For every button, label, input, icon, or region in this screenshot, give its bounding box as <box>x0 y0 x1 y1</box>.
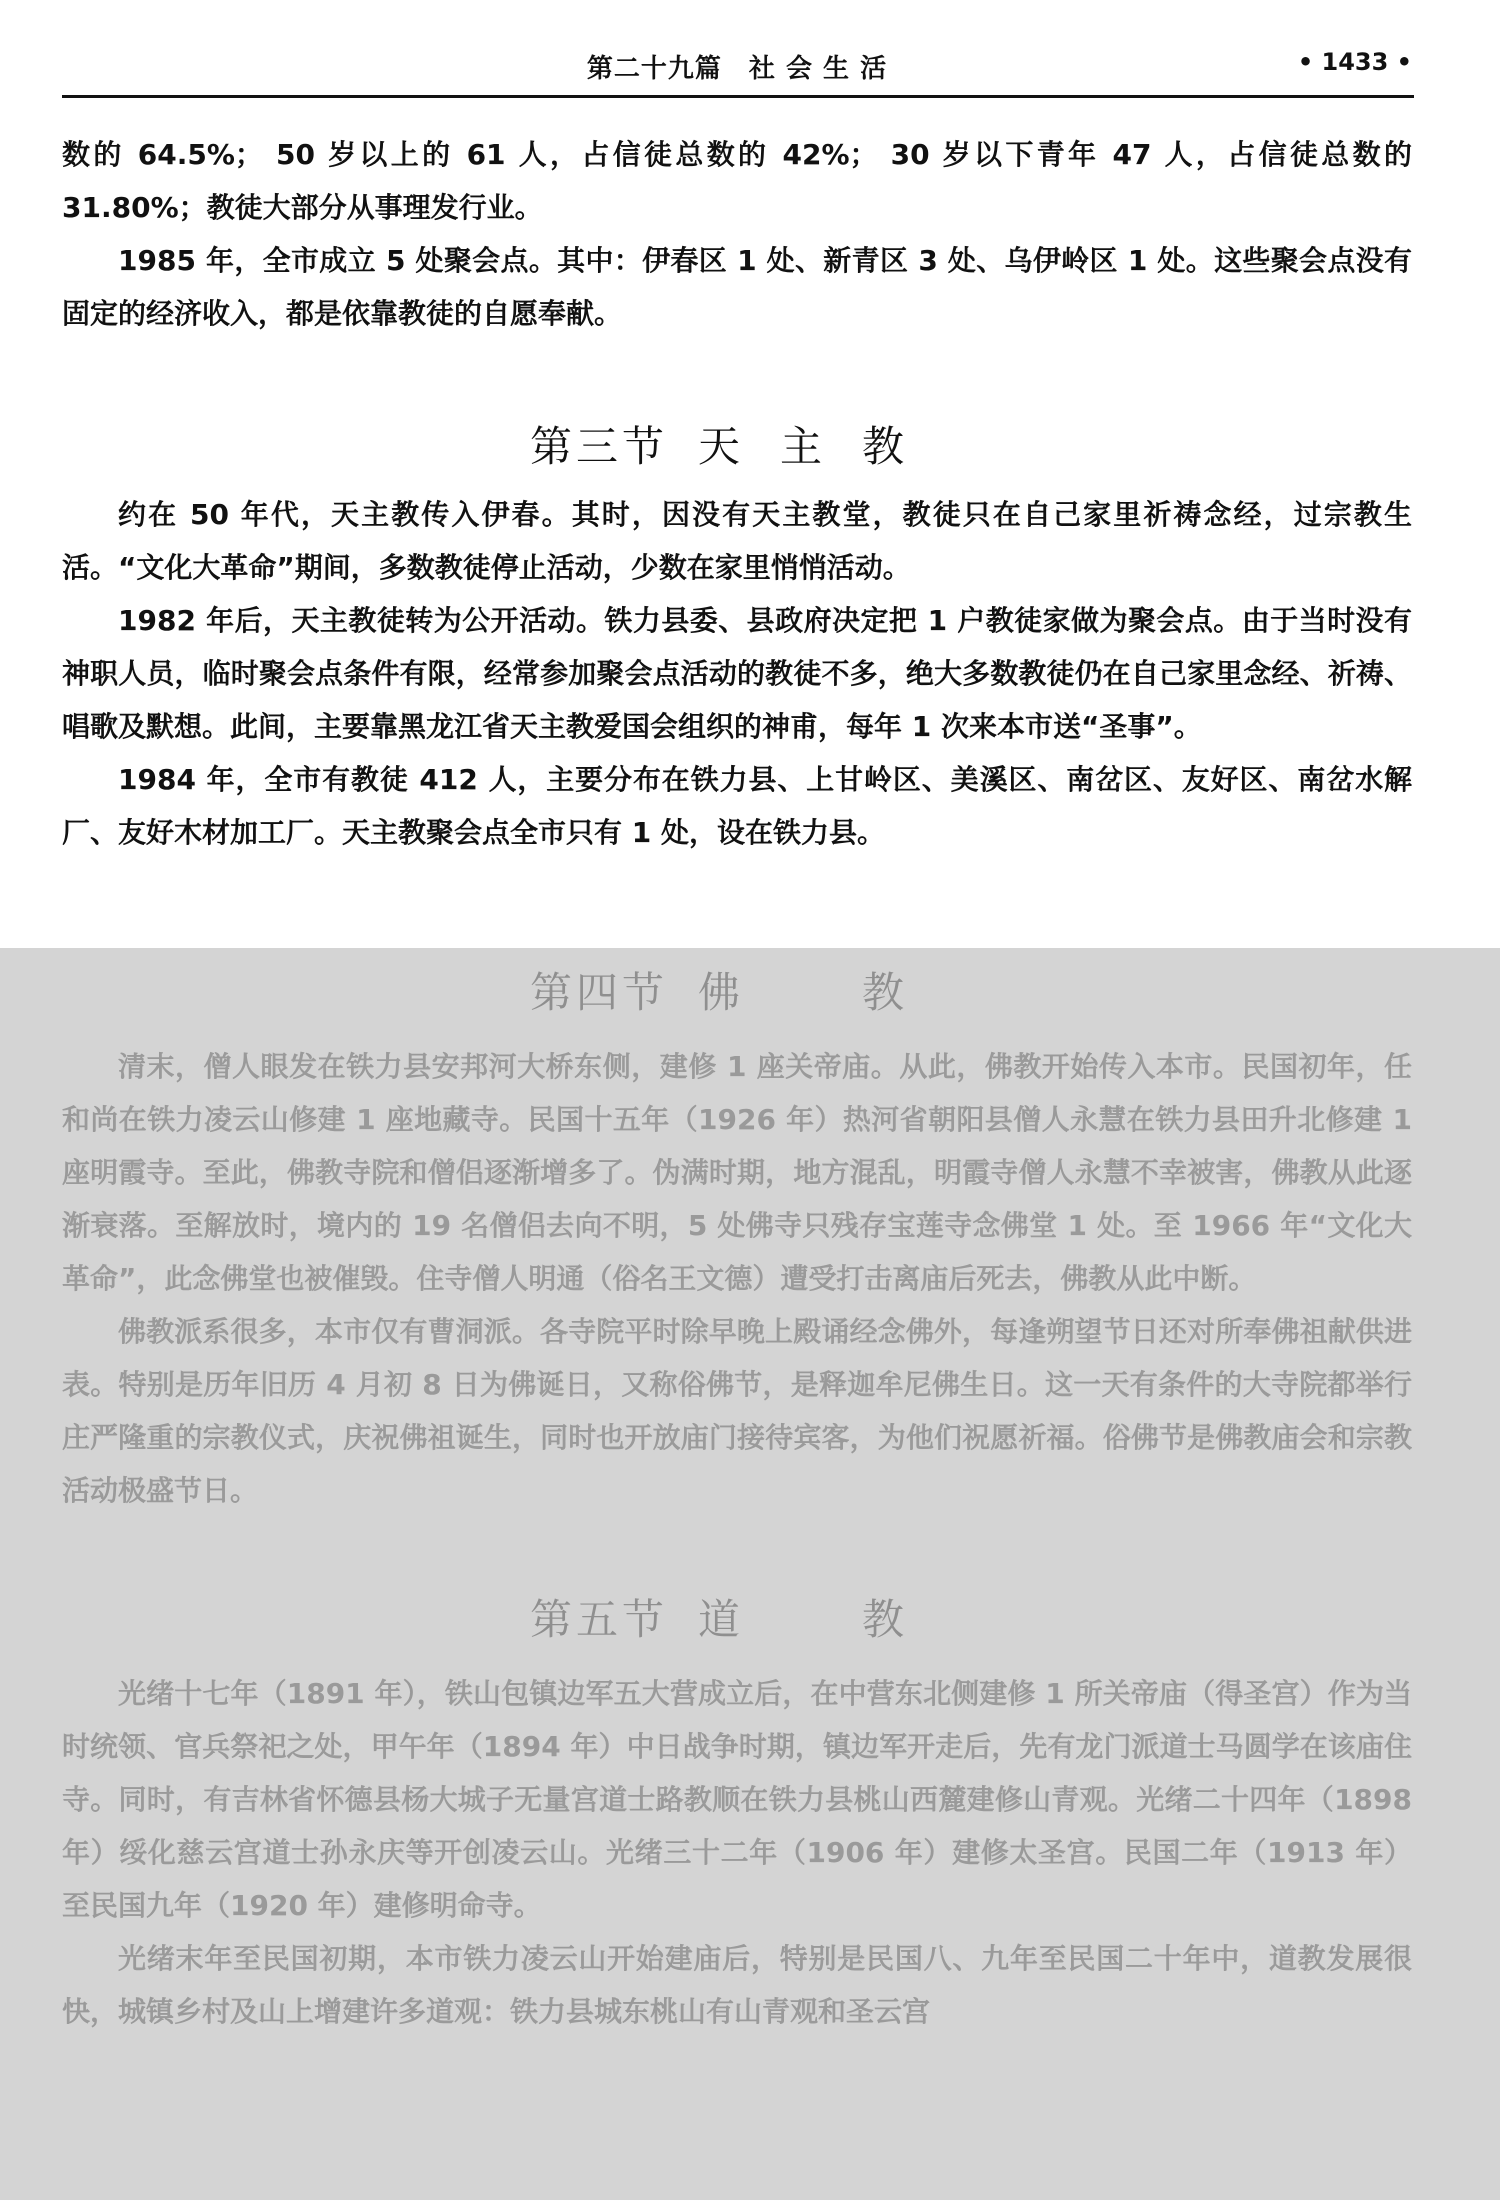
intro-paragraph: 1985 年，全市成立 5 处聚会点。其中：伊春区 1 处、新青区 3 处、乌伊岭区 1 处。这些聚会点没有固定的经济收入，都是依靠教徒的自愿奉献。 <box>62 244 1412 330</box>
header-divider <box>62 95 1414 98</box>
section-number: 第三节 <box>529 422 668 471</box>
section-paragraph: 约在 50 年代，天主教传入伊春。其时，因没有天主教堂，教徒只在自己家里祈祷念经，过宗教生活。“文化大革命”期间，多数教徒停止活动，少数在家里悄悄活动。 <box>62 498 1412 584</box>
section-name: 天主教 <box>698 422 945 471</box>
faded-content <box>62 960 1412 2038</box>
main-content <box>62 128 1412 859</box>
section-paragraph: 光绪十七年（1891 年），铁山包镇边军五大营成立后，在中营东北侧建修 1 所关帝庙（得圣宫）作为当时统领、官兵祭祀之处，甲午年（1894 年）中日战争时期，镇边军开走后，先有龙门派道士马圆学在该庙住寺。同时，有吉林省怀德县杨大城子无量宫道士路教顺在铁力县桃山西麓建修山青观。光绪二十四年（1898 年）绥化慈云宫道士孙永庆等开创凌云山。光绪三十二年（1906 年）建修太圣宫。民国二年（1913 年）至民国九年（1920 年）建修明命寺。 <box>62 1677 1412 1922</box>
section-paragraph: 清末，僧人眼发在铁力县安邦河大桥东侧，建修 1 座关帝庙。从此，佛教开始传入本市。民国初年，任和尚在铁力凌云山修建 1 座地藏寺。民国十五年（1926 年）热河省朝阳县僧人永慧在铁力县田升北修建 1 座明霞寺。至此，佛教寺院和僧侣逐渐增多了。伪满时期，地方混乱，明霞寺僧人永慧不幸被害，佛教从此逐渐衰落。至解放时，境内的 19 名僧侣去向不明，5 处佛寺只残存宝莲寺念佛堂 1 处。至 1966 年“文化大革命”，此念佛堂也被催毁。住寺僧人明通（俗名王文德）遭受打击离庙后死去，佛教从此中断。 <box>62 1050 1412 1295</box>
section-title-catholicism <box>62 414 1412 474</box>
page-header <box>62 44 1412 90</box>
section-name: 道 教 <box>698 1595 945 1644</box>
intro-paragraph: 数的 64.5%； 50 岁以上的 61 人，占信徒总数的 42%； 30 岁以下青年 47 人，占信徒总数的 31.80%；教徒大部分从事理发行业。 <box>62 138 1412 224</box>
section-paragraph: 光绪末年至民国初期，本市铁力凌云山开始建庙后，特别是民国八、九年至民国二十年中，道教发展很快，城镇乡村及山上增建许多道观：铁力县城东桃山有山青观和圣云宫 <box>62 1942 1412 2028</box>
section-paragraph: 1984 年，全市有教徒 412 人，主要分布在铁力县、上甘岭区、美溪区、南岔区、友好区、南岔水解厂、友好木材加工厂。天主教聚会点全市只有 1 处，设在铁力县。 <box>62 763 1412 849</box>
chapter-title: 第二十九篇 社 会 生 活 <box>586 54 888 84</box>
section-paragraph: 1982 年后，天主教徒转为公开活动。铁力县委、县政府决定把 1 户教徒家做为聚会点。由于当时没有神职人员，临时聚会点条件有限，经常参加聚会点活动的教徒不多，绝大多数教徒仍在自己家里念经、祈祷、唱歌及默想。此间，主要靠黑龙江省天主教爱国会组织的神甫，每年 1 次来本市送“圣事”。 <box>62 604 1412 743</box>
section-name: 佛 教 <box>698 968 945 1017</box>
section-number: 第四节 <box>529 968 668 1017</box>
section-title-buddhism <box>62 960 1412 1020</box>
page-number: • 1433 • <box>1297 48 1412 76</box>
section-paragraph: 佛教派系很多，本市仅有曹洞派。各寺院平时除早晚上殿诵经念佛外，每逢朔望节日还对所奉佛祖献供进表。特别是历年旧历 4 月初 8 日为佛诞日，又称俗佛节，是释迦牟尼佛生日。这一天有条件的大寺院都举行庄严隆重的宗教仪式，庆祝佛祖诞生，同时也开放庙门接待宾客，为他们祝愿祈福。俗佛节是佛教庙会和宗教活动极盛节日。 <box>62 1315 1412 1507</box>
section-number: 第五节 <box>529 1595 668 1644</box>
section-title-taoism <box>62 1587 1412 1647</box>
